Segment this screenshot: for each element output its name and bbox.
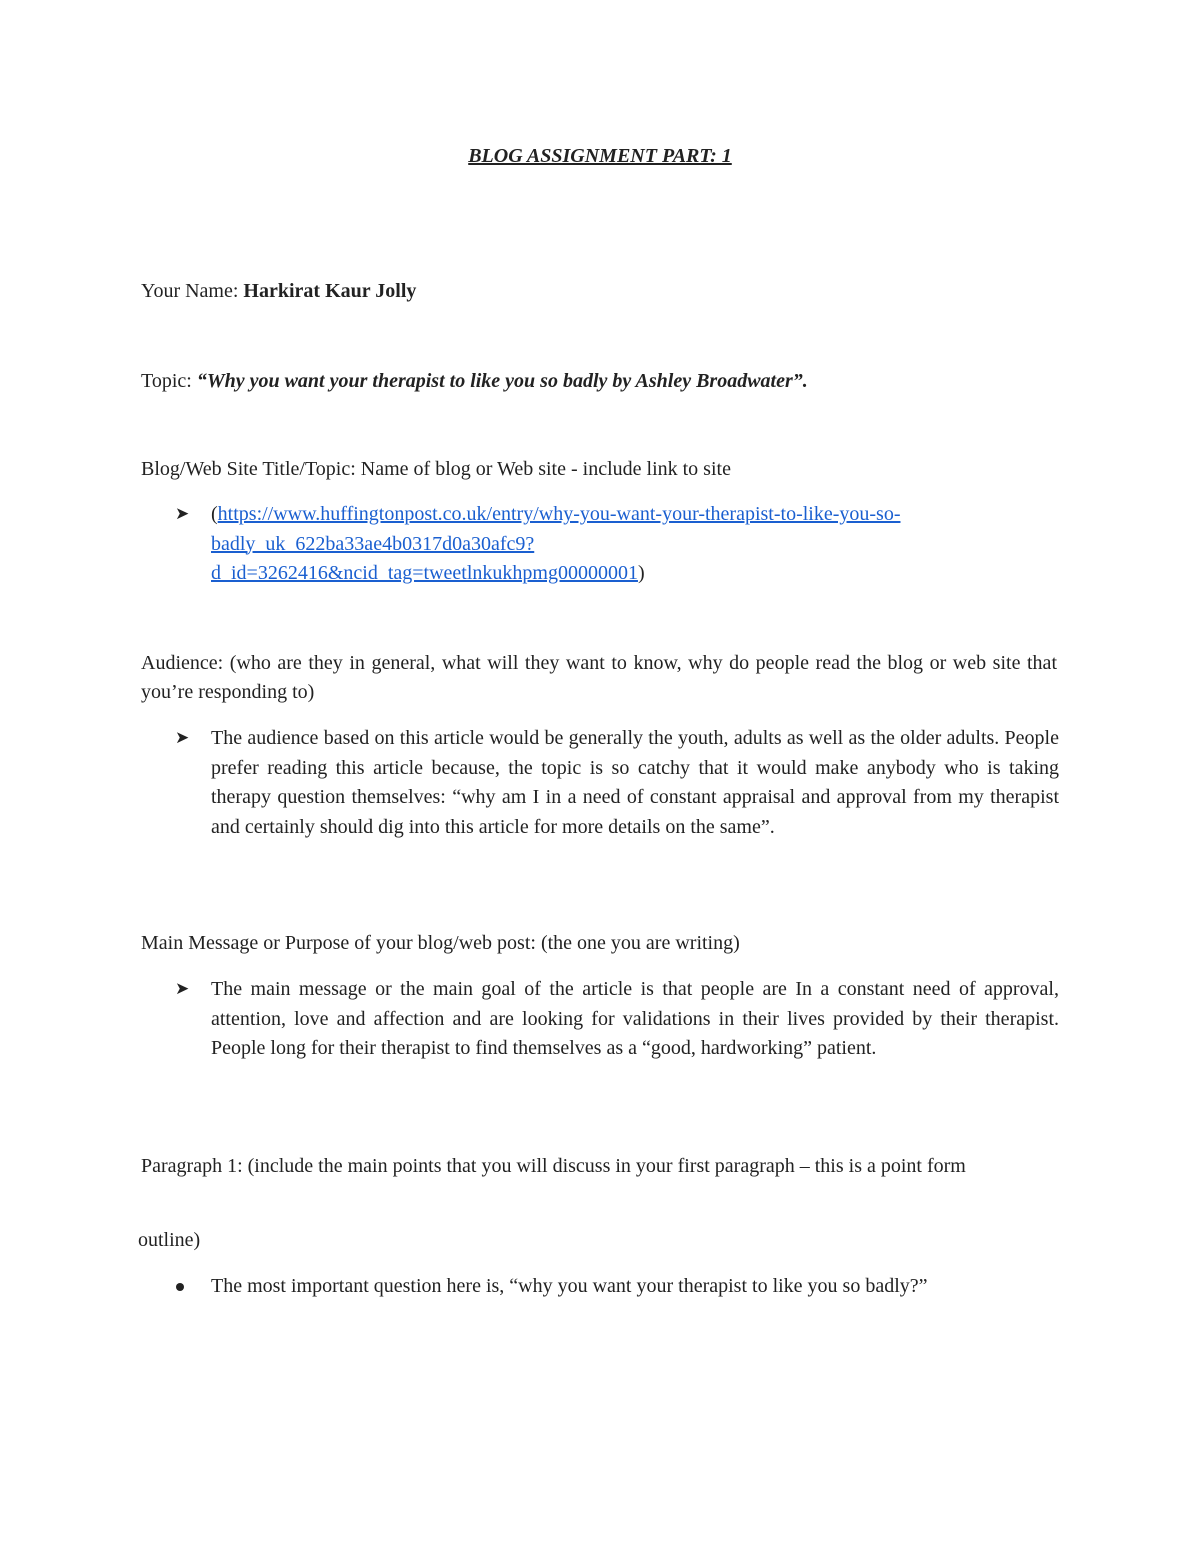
topic-line (141, 367, 1057, 396)
message-label: Main Message or Purpose of your blog/web post: (the one you are writing) (141, 932, 740, 954)
paragraph1-outline: outline) (138, 1229, 201, 1251)
audience-text: The audience based on this article would be generally the youth, adults as well as the older adults. People prefer reading this article because, the topic is so catchy that it would make anybody who is taking therapy question themselves: “why am I in a need of constant appraisal and approval from my therapist and certainly should dig into this article for more details on the same”. (211, 727, 1059, 838)
audience-label: Audience: (who are they in general, what will they want to know, why do people read the blog or web site that you’re responding to) (141, 652, 1057, 703)
arrow-bullet-icon: ➤ (175, 728, 190, 748)
name-value: Harkirat Kaur Jolly (243, 280, 417, 302)
page-title: BLOG ASSIGNMENT PART: 1 (468, 145, 732, 167)
site-link-part-2[interactable]: badly_uk_622ba33ae4b0317d0a30afc9? (211, 532, 535, 555)
site-link-part-1[interactable]: https://www.huffingtonpost.co.uk/entry/why-you-want-your-therapist-to-like-you-so- (217, 503, 901, 525)
paragraph1-item (175, 1272, 1059, 1302)
dot-bullet-icon (176, 1283, 184, 1291)
name-line (141, 277, 1057, 306)
topic-label: Topic: (141, 370, 197, 392)
topic-value: “Why you want your therapist to like you so badly by Ashley Broadwater”. (196, 370, 808, 392)
site-link-part-3[interactable]: d_id=3262416&ncid_tag=tweetlnkukhpmg00000001 (211, 562, 638, 584)
link-close-paren: ) (637, 562, 645, 584)
paragraph1-point: The most important question here is, “why you want your therapist to like you so badly?” (211, 1275, 928, 1297)
message-text: The main message or the main goal of the article is that people are In a constant need of approval, attention, love and affection and are looking for validations in their lives provided by their therapist. People long for their therapist to find themselves as a “good, hardworking” patient. (211, 978, 1059, 1059)
audience-item (175, 724, 1059, 874)
link-open-paren: ( (211, 503, 218, 525)
site-label: Blog/Web Site Title/Topic: Name of blog or Web site - include link to site (141, 458, 731, 480)
name-label: Your Name: (141, 280, 244, 302)
arrow-bullet-icon: ➤ (175, 979, 190, 999)
site-link-item (175, 500, 1059, 590)
message-item (175, 975, 1059, 1095)
site-link-text (211, 500, 1059, 589)
paragraph1-label: Paragraph 1: (include the main points that you will discuss in your first paragraph – this is a point form (141, 1155, 966, 1177)
arrow-bullet-icon: ➤ (175, 504, 190, 524)
